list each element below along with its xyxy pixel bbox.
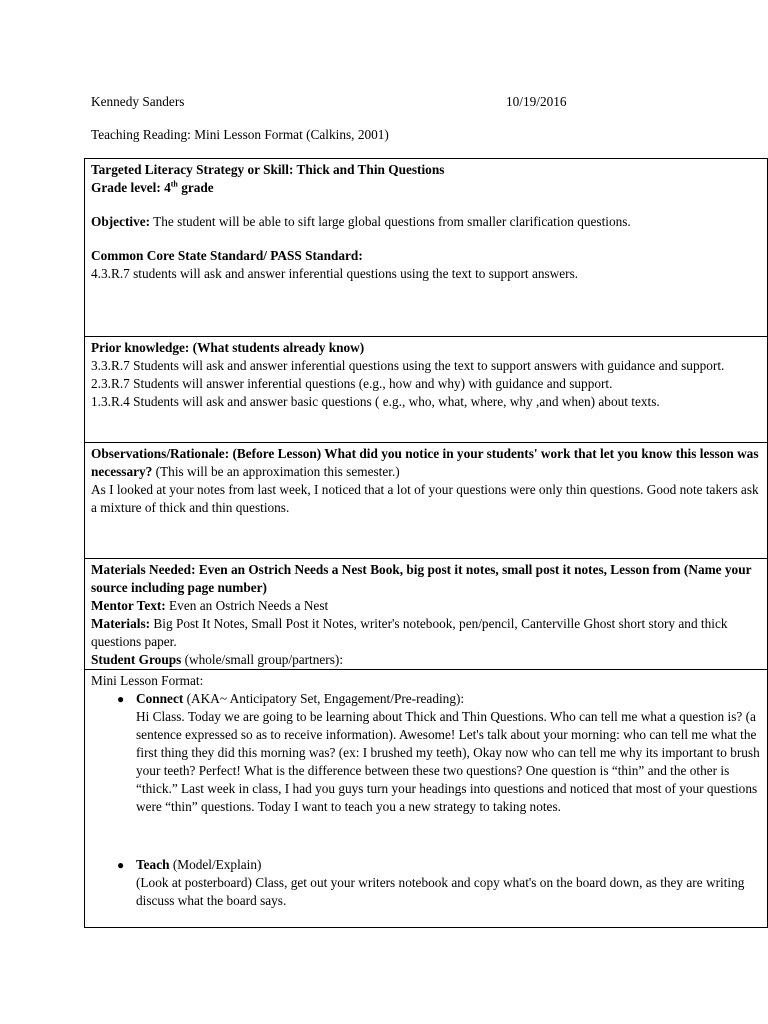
prior-knowledge-item: 2.3.R.7 Students will answer inferential questions (e.g., how and why) with guidance and support.: [91, 376, 613, 391]
teach-label: Teach: [136, 857, 170, 872]
prior-knowledge-item: 3.3.R.7 Students will ask and answer inferential questions using the text to support answers with guidance and support.: [91, 358, 725, 373]
observations-label: Observations/Rationale: (Before Lesson) What did you notice in your students' work that let you know this lesson was necessary?: [91, 446, 759, 479]
observations-row: [85, 443, 768, 559]
bullet-icon: ●: [117, 858, 125, 872]
grade-label: Grade level: 4: [91, 180, 171, 195]
connect-label: Connect: [136, 691, 184, 706]
grade-suffix: grade: [177, 180, 214, 195]
prior-knowledge-cell: [85, 337, 768, 443]
materials-cell: [85, 559, 768, 670]
materials-list: [91, 615, 761, 651]
lesson-format-label: Mini Lesson Format:: [91, 673, 204, 688]
prior-knowledge-row: [85, 337, 768, 443]
materials-heading: Materials Needed: Even an Ostrich Needs a Nest Book, big post it notes, small post it notes, Lesson from (Name your source including page number): [91, 562, 752, 595]
materials-row: [85, 559, 768, 670]
strategy-cell: [85, 159, 768, 337]
student-groups: [91, 651, 761, 669]
lesson-plan-table: [84, 158, 768, 928]
grade-level: [91, 179, 761, 197]
lesson-steps-list: [91, 690, 761, 910]
teach-text: (Look at posterboard) Class, get out your writers notebook and copy what's on the board down, as they are writing discuss what the board says.: [136, 875, 745, 908]
objective-label: Objective:: [91, 214, 151, 229]
mentor-text: [91, 597, 761, 615]
lesson-format-row: [85, 670, 768, 928]
prior-knowledge-item: 1.3.R.4 Students will ask and answer basic questions ( e.g., who, what, where, why ,and when) about texts.: [91, 394, 660, 409]
observations-note: (This will be an approximation this semester.): [152, 464, 400, 479]
materials-value: Big Post It Notes, Small Post it Notes, writer's notebook, pen/pencil, Canterville Ghost short story and thick questions paper.: [91, 616, 728, 649]
teach-step: [91, 856, 761, 910]
connect-note: (AKA~ Anticipatory Set, Engagement/Pre-reading):: [183, 691, 465, 706]
author-name: Kennedy Sanders: [91, 94, 185, 109]
standard-text: 4.3.R.7 students will ask and answer inferential questions using the text to support answers.: [91, 266, 579, 281]
document-date: 10/19/2016: [506, 94, 567, 109]
mentor-label: Mentor Text:: [91, 598, 166, 613]
observations-cell: [85, 443, 768, 559]
bullet-icon: ●: [117, 692, 125, 706]
observations-text: As I looked at your notes from last week, I noticed that a lot of your questions were only thin questions. Good note takers ask a mixture of thick and thin questions.: [91, 482, 759, 515]
teach-note: (Model/Explain): [169, 857, 262, 872]
connect-text: Hi Class. Today we are going to be learning about Thick and Thin Questions. Who can tell me what a question is? (a sentence expressed so as to receive information). Awesome! Let's talk about your morning: who can tell me what the first thing they did this morning was? (ex: I brushed my teeth), Okay now who can tell me why its important to brush your teeth? Perfect! What is the difference between these two questions? One question is “thin” and the other is “thick.” Last week in class, I had you guys turn your headings into questions and noticed that most of your questions were “thin” questions. Today I want to teach you a new strategy to taking notes.: [136, 709, 760, 814]
mentor-value: Even an Ostrich Needs a Nest: [165, 598, 329, 613]
lesson-format-cell: [85, 670, 768, 928]
strategy-heading: Targeted Literacy Strategy or Skill: Thick and Thin Questions: [91, 162, 445, 177]
groups-value: (whole/small group/partners):: [181, 652, 344, 667]
document-title: Teaching Reading: Mini Lesson Format (Calkins, 2001): [91, 127, 389, 142]
standard-label: Common Core State Standard/ PASS Standard:: [91, 248, 363, 263]
strategy-row: [85, 159, 768, 337]
prior-knowledge-label: Prior knowledge: (What students already know): [91, 340, 365, 355]
objective: [91, 213, 761, 231]
connect-step: [91, 690, 761, 816]
materials-label: Materials:: [91, 616, 151, 631]
objective-text: The student will be able to sift large global questions from smaller clarification questions.: [150, 214, 631, 229]
groups-label: Student Groups: [91, 652, 182, 667]
grade-superscript: th: [170, 179, 178, 189]
